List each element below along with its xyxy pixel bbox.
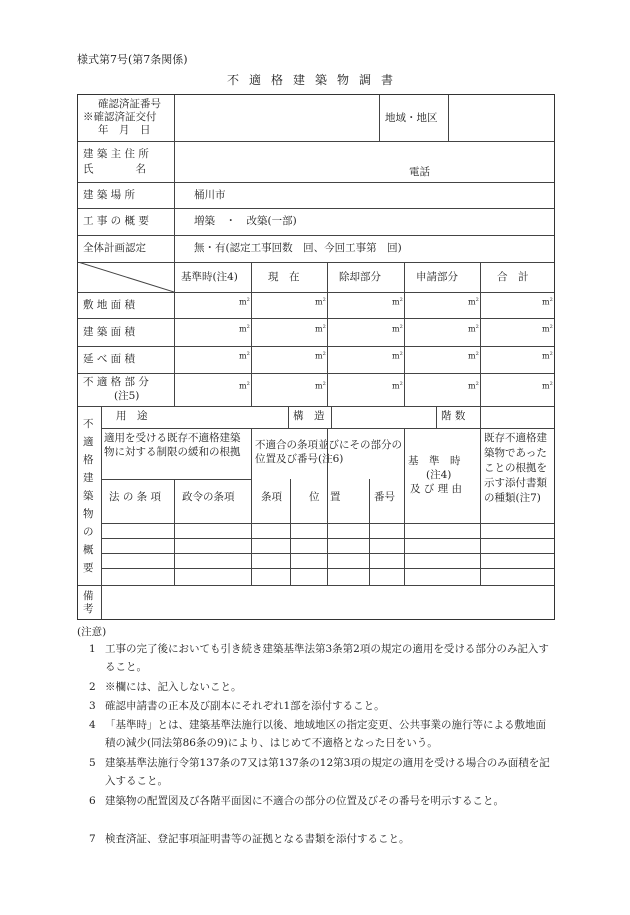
col-total: 合 計 — [497, 271, 529, 283]
square-meter-unit: $m^2$ — [239, 351, 250, 361]
square-meter-unit: $m^2$ — [239, 324, 250, 334]
rule — [78, 292, 554, 293]
square-meter-unit: $m^2$ — [239, 381, 250, 391]
rule — [78, 235, 554, 236]
note-number: 2 — [89, 681, 96, 693]
square-meter-unit: $m^2$ — [392, 351, 403, 361]
floors-label: 階 数 — [441, 410, 466, 422]
rule — [290, 479, 291, 585]
use-label: 用 途 — [116, 410, 148, 422]
square-meter-unit: $m^2$ — [315, 351, 326, 361]
note-text: 「基準時」とは、建築基準法施行以後、地域地区の指定変更、公共事業の施行等による敷地面積の減少(同法第86条の9)により、はじめて不適格となった日をいう。 — [105, 719, 546, 749]
outline-side-label: 不適格建築物の概要 — [83, 418, 94, 574]
rule — [448, 95, 449, 141]
corner-diagonal — [78, 262, 174, 292]
law-clause-label: 法 の 条 項 — [109, 491, 162, 503]
remarks-label: 備考 — [83, 590, 94, 615]
rule — [251, 428, 252, 585]
confirm-issued-label: ※確認済証交付 — [83, 111, 157, 123]
rule — [78, 585, 554, 586]
structure-label: 構 造 — [293, 410, 325, 422]
note-number: 4 — [89, 719, 96, 731]
square-meter-unit: $m^2$ — [542, 324, 553, 334]
rule — [327, 262, 328, 406]
notes-heading: (注意) — [77, 626, 107, 638]
applied-basis-header: 適用を受ける既存不適格建築物に対する制限の緩和の根拠 — [104, 432, 241, 458]
row-nonconforming-note: (注5) — [114, 390, 140, 402]
rule — [379, 95, 380, 141]
rule — [288, 406, 289, 428]
square-meter-unit: $m^2$ — [315, 324, 326, 334]
rule — [369, 479, 370, 585]
plan-approval-label: 全体計画認定 — [83, 242, 146, 254]
square-meter-unit: $m^2$ — [392, 324, 403, 334]
form-title: 不適格建築物調書 — [226, 73, 403, 87]
work-outline-value: 増築 ・ 改築(一部) — [194, 215, 297, 227]
site-label: 建 築 場 所 — [83, 189, 136, 201]
square-meter-unit: $m^2$ — [542, 381, 553, 391]
phone-label: 電話 — [409, 166, 430, 178]
rule — [174, 95, 175, 406]
order-clause-label: 政令の条項 — [182, 491, 235, 503]
row-floor-area: 延 べ 面 積 — [83, 353, 136, 365]
row-nonconforming-part: 不 適 格 部 分 — [83, 376, 149, 388]
base-time-label: 基 準 時 — [408, 455, 461, 467]
col-base-time: 基準時(注4) — [181, 271, 238, 283]
rule — [174, 479, 175, 585]
rule — [404, 428, 405, 585]
base-time-note: (注4) — [426, 469, 452, 481]
rule — [101, 406, 102, 585]
square-meter-unit: $m^2$ — [315, 297, 326, 307]
position-label: 位 置 — [309, 491, 341, 503]
owner-name-label: 氏 名 — [83, 163, 146, 175]
confirm-number-label: 確認済証番号 — [98, 98, 161, 110]
rule — [78, 373, 554, 374]
note-number: 3 — [89, 700, 96, 712]
form-table — [77, 94, 555, 620]
row-site-area: 敷 地 面 積 — [83, 299, 136, 311]
confirm-date-label: 年 月 日 — [98, 124, 151, 136]
note-number: 7 — [89, 833, 96, 845]
area-district-label: 地域・地区 — [385, 112, 438, 124]
site-value: 桶川市 — [194, 189, 226, 201]
rule — [404, 262, 405, 406]
square-meter-unit: $m^2$ — [468, 324, 479, 334]
note-text: ※欄には、記入しないこと。 — [105, 681, 242, 693]
col-removed: 除却部分 — [339, 271, 381, 283]
rule — [78, 346, 554, 347]
rule — [101, 585, 102, 619]
rule — [480, 406, 481, 428]
owner-address-label: 建 築 主 住 所 — [83, 148, 149, 160]
square-meter-unit: $m^2$ — [315, 381, 326, 391]
square-meter-unit: $m^2$ — [392, 297, 403, 307]
square-meter-unit: $m^2$ — [542, 351, 553, 361]
plan-approval-value: 無・有(認定工事回数 回、今回工事第 回) — [194, 242, 402, 254]
form-number: 様式第7号(第7条関係) — [77, 53, 188, 66]
note-text: 確認申請書の正本及び副本にそれぞれ1部を添付すること。 — [105, 700, 385, 712]
square-meter-unit: $m^2$ — [468, 297, 479, 307]
row-building-area: 建 築 面 積 — [83, 326, 136, 338]
col-applied: 申請部分 — [416, 271, 458, 283]
rule — [480, 428, 481, 585]
square-meter-unit: $m^2$ — [239, 297, 250, 307]
number-label: 番号 — [374, 491, 395, 503]
rule — [78, 182, 554, 183]
note-number: 1 — [89, 643, 96, 655]
note-text: 検査済証、登記事項証明書等の証拠となる書類を添付すること。 — [105, 833, 410, 845]
note-number: 5 — [89, 757, 96, 769]
note-text: 建築物の配置図及び各階平面図に不適合の部分の位置及びその番号を明示すること。 — [105, 795, 504, 807]
note-text: 建築基準法施行令第137条の7又は第137条の12第3項の規定の適用を受ける場合のみ面積を記入すること。 — [105, 757, 550, 787]
rule — [78, 406, 554, 407]
rule — [331, 406, 332, 428]
square-meter-unit: $m^2$ — [542, 297, 553, 307]
rule — [78, 141, 554, 142]
square-meter-unit: $m^2$ — [468, 351, 479, 361]
square-meter-unit: $m^2$ — [468, 381, 479, 391]
rule — [436, 406, 437, 428]
nonconform-header: 不適合の条項並びにその部分の位置及び番号(注6) — [255, 439, 402, 465]
square-meter-unit: $m^2$ — [392, 381, 403, 391]
rule — [480, 262, 481, 406]
work-outline-label: 工 事 の 概 要 — [83, 215, 149, 227]
rule — [251, 262, 252, 406]
note-text: 工事の完了後においても引き続き建築基準法第3条第2項の規定の適用を受ける部分のみ記入すること。 — [105, 643, 549, 673]
base-time-reason: 及 び 理 由 — [410, 483, 463, 495]
evidence-header: 既存不適格建築物であったことの根拠を示す添付書類の種類(注7) — [484, 432, 547, 504]
rule — [78, 208, 554, 209]
clause-label: 条項 — [261, 491, 282, 503]
col-current: 現 在 — [268, 271, 300, 283]
rule — [78, 318, 554, 319]
rule — [101, 479, 251, 480]
note-number: 6 — [89, 795, 96, 807]
